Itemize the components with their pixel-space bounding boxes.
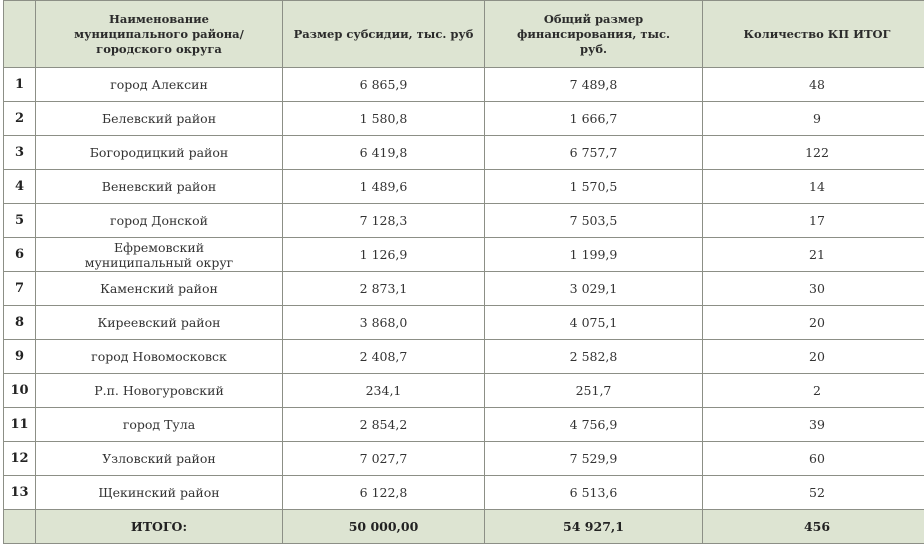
count-value: 39 [703, 408, 924, 442]
table-row [4, 238, 924, 272]
financing-value: 1 199,9 [485, 238, 703, 272]
total-financing: 54 927,1 [485, 510, 703, 544]
row-number: 2 [4, 102, 36, 136]
municipality-name: Белевский район [36, 102, 283, 136]
table-row [4, 442, 924, 476]
subsidy-value: 2 408,7 [283, 340, 485, 374]
municipality-name: Веневский район [36, 170, 283, 204]
row-number: 10 [4, 374, 36, 408]
subsidy-value: 3 868,0 [283, 306, 485, 340]
header-subsidy: Размер субсидии, тыс. руб [283, 1, 485, 68]
financing-value: 1 570,5 [485, 170, 703, 204]
count-value: 20 [703, 340, 924, 374]
table-header [4, 1, 924, 68]
financing-value: 2 582,8 [485, 340, 703, 374]
municipality-name: Ефремовский муниципальный округ [36, 238, 283, 272]
table-row [4, 102, 924, 136]
row-number: 11 [4, 408, 36, 442]
table-row [4, 170, 924, 204]
financing-value: 7 489,8 [485, 68, 703, 102]
table-row [4, 204, 924, 238]
table-row [4, 68, 924, 102]
header-municipality: Наименование муниципального района/городского округа [36, 1, 283, 68]
municipality-name: город Новомосковск [36, 340, 283, 374]
row-number: 6 [4, 238, 36, 272]
subsidy-value: 1 489,6 [283, 170, 485, 204]
total-index [4, 510, 36, 544]
subsidy-value: 1 126,9 [283, 238, 485, 272]
table-row [4, 476, 924, 510]
count-value: 60 [703, 442, 924, 476]
row-number: 4 [4, 170, 36, 204]
financing-value: 4 756,9 [485, 408, 703, 442]
total-label: ИТОГО: [36, 510, 283, 544]
count-value: 30 [703, 272, 924, 306]
municipality-name: Р.п. Новогуровский [36, 374, 283, 408]
header-index [4, 1, 36, 68]
subsidy-value: 6 865,9 [283, 68, 485, 102]
financing-value: 7 529,9 [485, 442, 703, 476]
municipality-name: город Донской [36, 204, 283, 238]
count-value: 20 [703, 306, 924, 340]
financing-value: 3 029,1 [485, 272, 703, 306]
municipality-name: Каменский район [36, 272, 283, 306]
subsidy-value: 6 419,8 [283, 136, 485, 170]
total-subsidy: 50 000,00 [283, 510, 485, 544]
table-body [4, 68, 924, 544]
subsidy-value: 7 027,7 [283, 442, 485, 476]
financing-value: 6 513,6 [485, 476, 703, 510]
header-count: Количество КП ИТОГ [703, 1, 924, 68]
count-value: 122 [703, 136, 924, 170]
subsidy-value: 1 580,8 [283, 102, 485, 136]
subsidy-table [3, 0, 924, 544]
table-row [4, 136, 924, 170]
financing-value: 7 503,5 [485, 204, 703, 238]
municipality-name: Щекинский район [36, 476, 283, 510]
row-number: 8 [4, 306, 36, 340]
row-number: 7 [4, 272, 36, 306]
subsidy-value: 2 873,1 [283, 272, 485, 306]
count-value: 21 [703, 238, 924, 272]
table-row [4, 272, 924, 306]
table-row [4, 306, 924, 340]
count-value: 17 [703, 204, 924, 238]
municipality-name: город Алексин [36, 68, 283, 102]
subsidy-value: 7 128,3 [283, 204, 485, 238]
subsidy-value: 234,1 [283, 374, 485, 408]
row-number: 13 [4, 476, 36, 510]
count-value: 9 [703, 102, 924, 136]
subsidy-value: 6 122,8 [283, 476, 485, 510]
financing-value: 6 757,7 [485, 136, 703, 170]
row-number: 5 [4, 204, 36, 238]
row-number: 9 [4, 340, 36, 374]
financing-value: 251,7 [485, 374, 703, 408]
municipality-name: город Тула [36, 408, 283, 442]
table-row [4, 340, 924, 374]
financing-value: 1 666,7 [485, 102, 703, 136]
count-value: 52 [703, 476, 924, 510]
row-number: 3 [4, 136, 36, 170]
count-value: 48 [703, 68, 924, 102]
municipality-name: Киреевский район [36, 306, 283, 340]
count-value: 2 [703, 374, 924, 408]
financing-value: 4 075,1 [485, 306, 703, 340]
header-row [4, 1, 924, 68]
row-number: 12 [4, 442, 36, 476]
row-number: 1 [4, 68, 36, 102]
municipality-name: Узловский район [36, 442, 283, 476]
table-row [4, 408, 924, 442]
municipality-name: Богородицкий район [36, 136, 283, 170]
subsidy-value: 2 854,2 [283, 408, 485, 442]
table-row [4, 374, 924, 408]
total-count: 456 [703, 510, 924, 544]
count-value: 14 [703, 170, 924, 204]
total-row [4, 510, 924, 544]
header-financing: Общий размер финансирования, тыс. руб. [485, 1, 703, 68]
